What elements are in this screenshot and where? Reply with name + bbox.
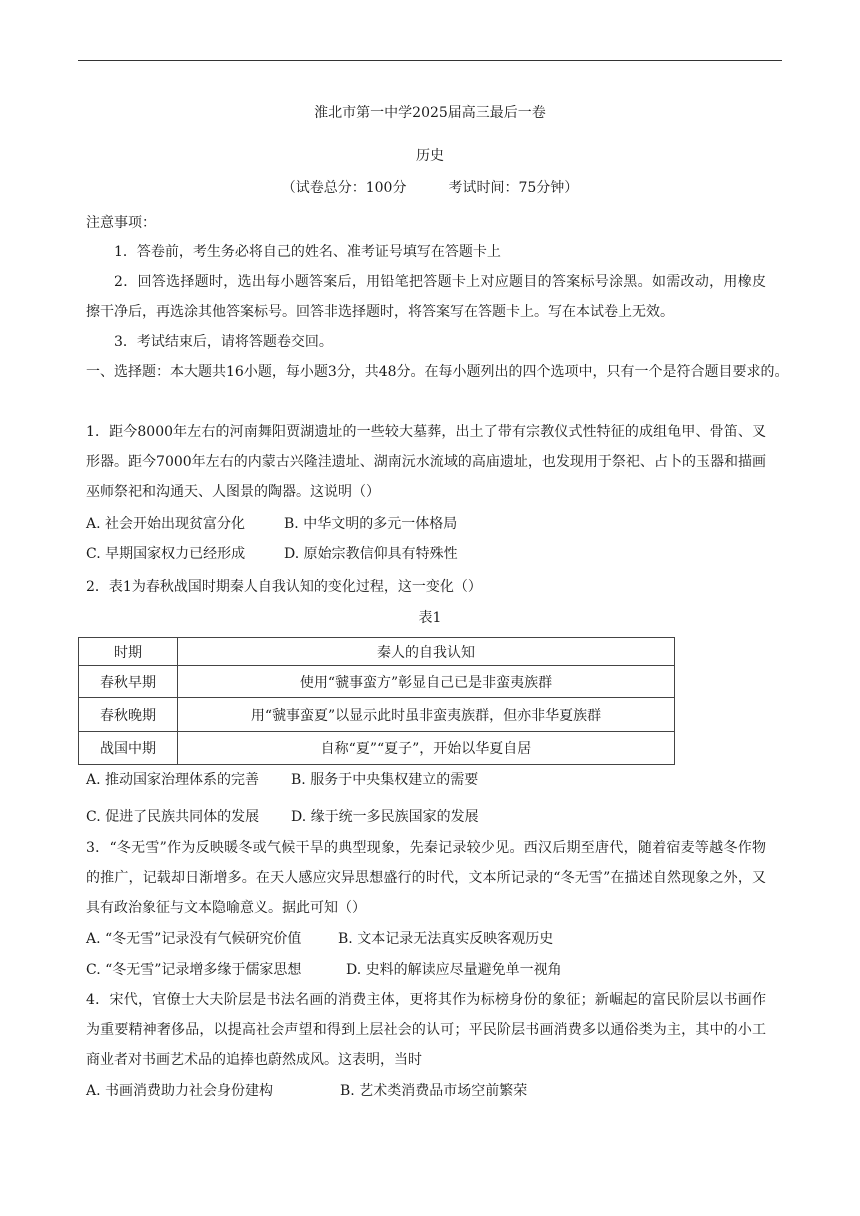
question-3-options-row-2 [86, 960, 562, 980]
exam-info: （试卷总分：100分 考试时间：75分钟） [281, 180, 579, 196]
question-2-options-row-2 [86, 807, 479, 827]
question-1-stem: 1．距今8000年左右的河南舞阳贾湖遗址的一些较大墓葬，出土了带有宗教仪式性特征的成组龟甲、骨笛、叉形器。距今7000年左右的内蒙古兴隆洼遗址、湖南沅水流域的高庙遗址，也发现用于祭祀、占卜的玉器和描画巫师祭祀和沟通天、人图景的陶器。这说明（） [86, 424, 766, 500]
self-cognition-table [78, 637, 675, 765]
question-2-options-row-1 [86, 770, 478, 790]
section-title: 一、选择题：本大题共16小题，每小题3分，共48分。在每小题列出的四个选项中，只有一个是符合题目要求的。 [86, 364, 789, 380]
question-2-option-d[interactable]: D. 缘于统一多民族国家的发展 [291, 809, 479, 825]
notice-item-3: 3．考试结束后，请将答题卷交回。 [114, 334, 333, 350]
question-3-option-a[interactable]: A. “冬无雪”记录没有气候研究价值 [86, 931, 302, 947]
question-1-options-row-1 [86, 514, 457, 534]
question-1-option-c[interactable]: C. 早期国家权力已经形成 [86, 546, 246, 562]
table-caption: 表1 [418, 610, 442, 626]
table-cell-cognition: 用“虢事蛮夏”以显示此时虽非蛮夷族群，但亦非华夏族群 [178, 698, 675, 732]
question-1-options-row-2 [86, 544, 458, 564]
table-cell-period: 春秋早期 [79, 666, 178, 698]
table-row [79, 698, 675, 732]
question-2-stem: 2．表1为春秋战国时期秦人自我认知的变化过程，这一变化（） [86, 579, 482, 595]
question-2-option-b[interactable]: B. 服务于中央集权建立的需要 [291, 772, 479, 788]
notice-heading: 注意事项： [86, 215, 156, 231]
table-row [79, 666, 675, 698]
table-header-period: 时期 [79, 638, 178, 666]
table-header-row [79, 638, 675, 666]
question-1-option-d[interactable]: D. 原始宗教信仰具有特殊性 [284, 546, 458, 562]
table-cell-cognition: 自称“夏”“夏子”，开始以华夏自居 [178, 732, 675, 765]
notice-item-2: 2．回答选择题时，选出每小题答案后，用铅笔把答题卡上对应题目的答案标号涂黑。如需改动，用橡皮擦干净后，再选涂其他答案标号。回答非选择题时，将答案写在答题卡上。写在本试卷上无效。 [86, 274, 766, 320]
table-cell-cognition: 使用“虢事蛮方”彰显自己已是非蛮夷族群 [178, 666, 675, 698]
question-4-stem: 4．宋代，官僚士大夫阶层是书法名画的消费主体，更将其作为标榜身份的象征；新崛起的富民阶层以书画作为重要精神奢侈品，以提高社会声望和得到上层社会的认可；平民阶层书画消费多以通俗类为主，其中的小工商业者对书画艺术品的追捧也蔚然成风。这表明，当时 [86, 992, 766, 1068]
exam-title: 淮北市第一中学2025届高三最后一卷 [314, 105, 546, 121]
question-4-option-a[interactable]: A. 书画消费助力社会身份建构 [86, 1083, 274, 1099]
question-3-option-d[interactable]: D. 史料的解读应尽量避免单一视角 [346, 962, 562, 978]
subject-title: 历史 [416, 148, 444, 164]
question-3-option-c[interactable]: C. “冬无雪”记录增多缘于儒家思想 [86, 962, 302, 978]
top-rule [78, 60, 782, 61]
question-3-stem: 3．“冬无雪”作为反映暖冬或气候干旱的典型现象，先秦记录较少见。西汉后期至唐代，随着宿麦等越冬作物的推广，记载却日渐增多。在天人感应灾异思想盛行的时代，文本所记录的“冬无雪”在描述自然现象之外，又具有政治象征与文本隐喻意义。据此可知（） [86, 840, 766, 916]
table-header-cognition: 秦人的自我认知 [178, 638, 675, 666]
notice-item-1: 1．答卷前，考生务必将自己的姓名、准考证号填写在答题卡上 [114, 244, 501, 260]
question-4-options-row-1 [86, 1081, 527, 1101]
table-cell-period: 战国中期 [79, 732, 178, 765]
question-2-option-c[interactable]: C. 促进了民族共同体的发展 [86, 809, 260, 825]
question-3-option-b[interactable]: B. 文本记录无法真实反映客观历史 [338, 931, 554, 947]
question-1-option-a[interactable]: A. 社会开始出现贫富分化 [86, 516, 246, 532]
question-4-option-b[interactable]: B. 艺术类消费品市场空前繁荣 [340, 1083, 528, 1099]
table-row [79, 732, 675, 765]
question-2-option-a[interactable]: A. 推动国家治理体系的完善 [86, 772, 260, 788]
question-3-options-row-1 [86, 929, 553, 949]
question-1-option-b[interactable]: B. 中华文明的多元一体格局 [284, 516, 458, 532]
table-cell-period: 春秋晚期 [79, 698, 178, 732]
